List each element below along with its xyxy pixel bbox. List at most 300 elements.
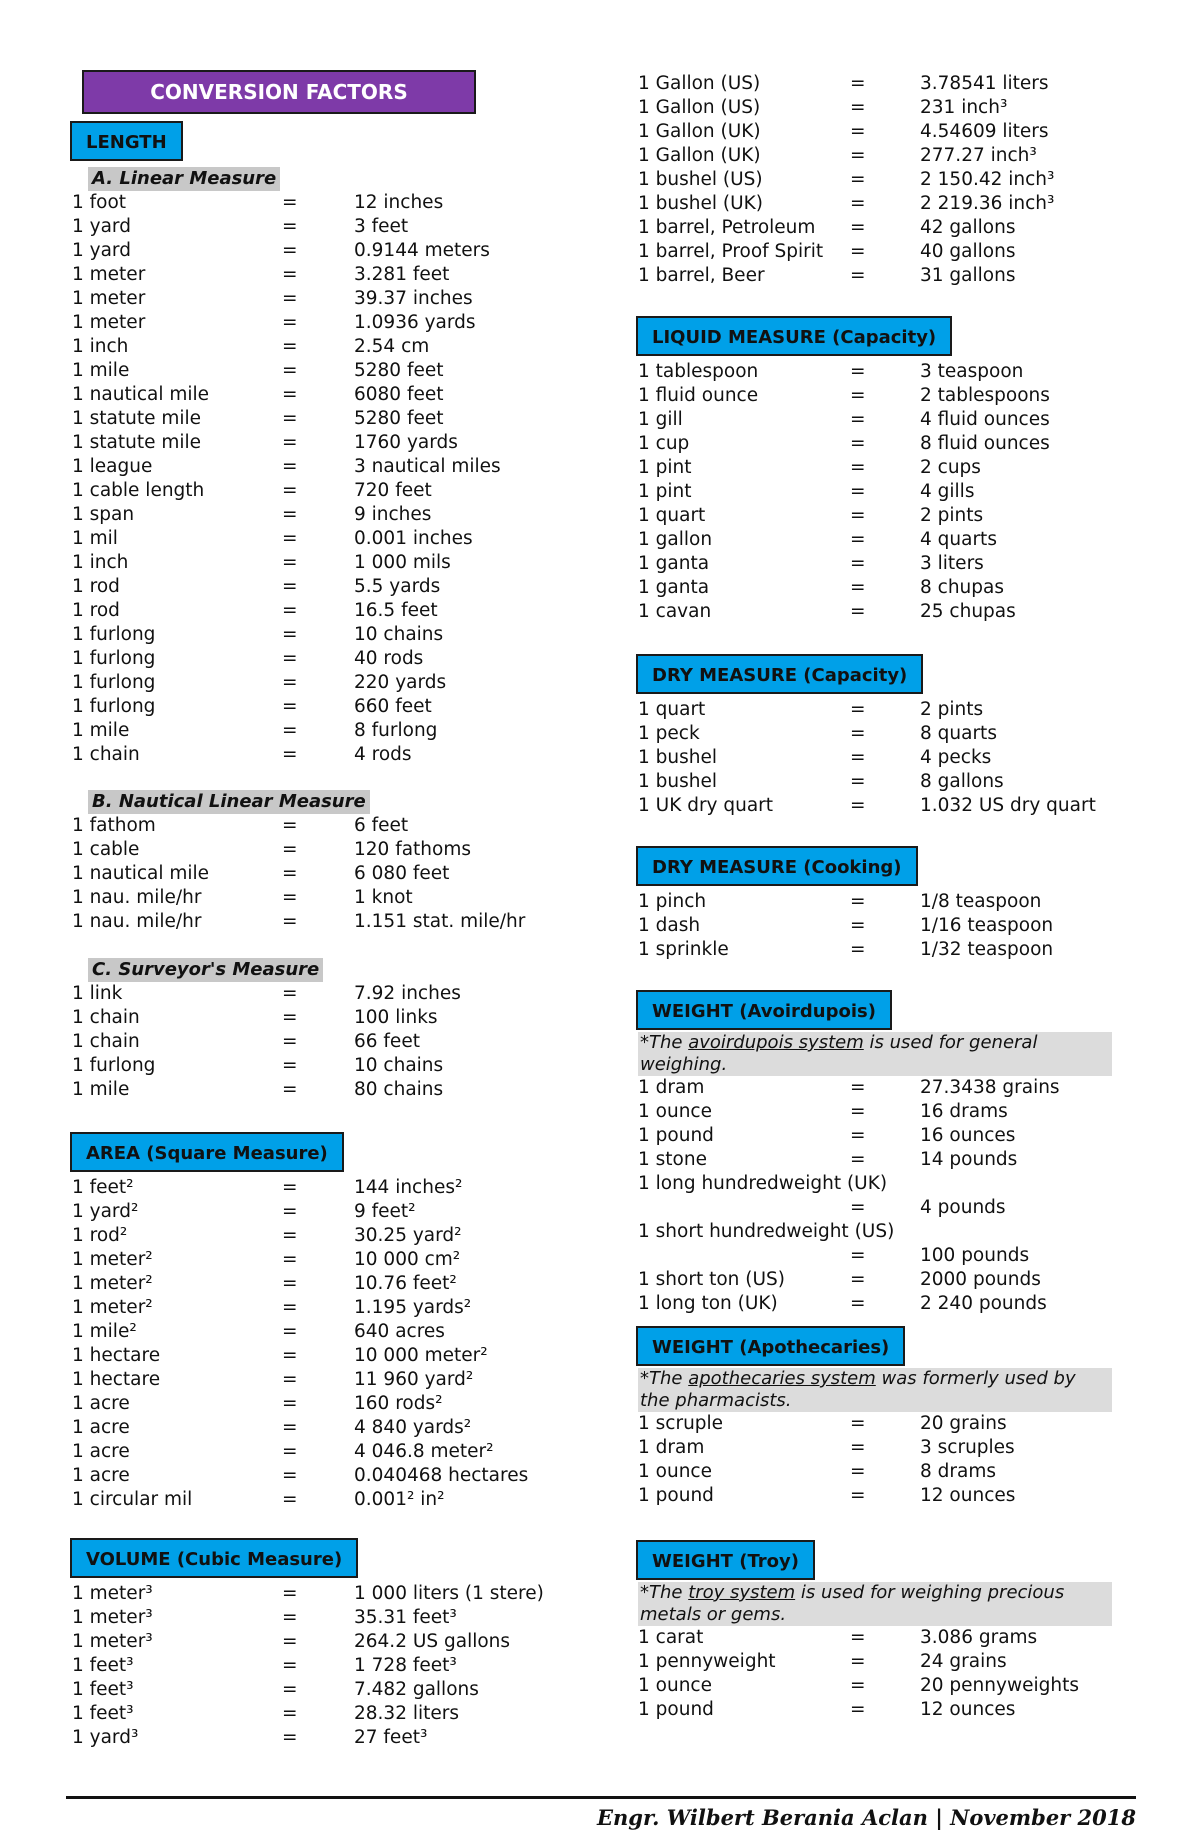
row-label: 1 span [72, 504, 135, 525]
row-equals: = [282, 648, 298, 669]
row-label: 1 acre [72, 1465, 130, 1486]
row-value: 25 chupas [920, 601, 1016, 622]
table-row [72, 910, 632, 934]
row-label: 1 UK dry quart [638, 795, 774, 816]
row-value: 16.5 feet [354, 600, 438, 621]
row-value: 0.001 inches [354, 528, 473, 549]
row-value: 100 links [354, 1007, 438, 1028]
row-value: 24 grains [920, 1651, 1007, 1672]
row-value: 4 gills [920, 481, 975, 502]
row-equals: = [282, 1703, 298, 1724]
table-row [72, 1054, 632, 1078]
row-label: 1 mile [72, 720, 130, 741]
row-label: 1 chain [72, 1031, 140, 1052]
row-equals: = [850, 1125, 866, 1146]
row-label: 1 meter³ [72, 1583, 153, 1604]
row-equals: = [850, 361, 866, 382]
row-label: 1 meter³ [72, 1607, 153, 1628]
row-equals: = [850, 433, 866, 454]
row-equals: = [282, 432, 298, 453]
row-equals: = [282, 1321, 298, 1342]
row-equals: = [282, 815, 298, 836]
row-value: 1/32 teaspoon [920, 939, 1054, 960]
row-equals: = [282, 1177, 298, 1198]
row-label: 1 cable [72, 839, 140, 860]
row-value: 4 fluid ounces [920, 409, 1050, 430]
table-row [72, 886, 632, 910]
row-label: 1 bushel [638, 747, 718, 768]
table-row [72, 1078, 632, 1102]
table-row [72, 1702, 632, 1726]
row-equals: = [850, 1077, 866, 1098]
row-value: 2 cups [920, 457, 981, 478]
row-equals: = [282, 1393, 298, 1414]
row-label: 1 feet³ [72, 1655, 134, 1676]
row-value: 2.54 cm [354, 336, 430, 357]
row-label: 1 meter² [72, 1297, 153, 1318]
row-value: 4 pounds [920, 1197, 1006, 1218]
row-value: 3.086 grams [920, 1627, 1038, 1648]
row-value: 160 rods² [354, 1393, 443, 1414]
table-row [72, 1176, 632, 1200]
row-equals: = [282, 1297, 298, 1318]
row-equals: = [282, 312, 298, 333]
row-value: 8 fluid ounces [920, 433, 1050, 454]
row-equals: = [282, 240, 298, 261]
row-value: 264.2 US gallons [354, 1631, 511, 1652]
row-value: 144 inches² [354, 1177, 463, 1198]
note-prefix: *The [640, 1368, 689, 1389]
row-label: 1 cavan [638, 601, 712, 622]
row-label: 1 fathom [72, 815, 156, 836]
row-equals: = [282, 552, 298, 573]
row-label: 1 pennyweight [638, 1651, 776, 1672]
row-value: 1.151 stat. mile/hr [354, 911, 526, 932]
table-row [72, 1006, 632, 1030]
row-label: 1 pinch [638, 891, 707, 912]
row-label: 1 gallon [638, 529, 713, 550]
row-value: 4 840 yards² [354, 1417, 472, 1438]
linear-measure-table [72, 191, 632, 767]
table-row [638, 1650, 1178, 1674]
row-label: 1 gill [638, 409, 683, 430]
row-label: 1 short ton (US) [638, 1269, 785, 1290]
row-equals: = [282, 264, 298, 285]
row-label: 1 acre [72, 1441, 130, 1462]
row-equals: = [850, 771, 866, 792]
dry-cooking-section [638, 846, 1178, 962]
row-equals: = [850, 169, 866, 190]
troy-table [638, 1626, 1178, 1722]
row-label: 1 dram [638, 1077, 705, 1098]
row-value: 39.37 inches [354, 288, 473, 309]
apothecaries-section [638, 1326, 1178, 1508]
avoirdupois-header: WEIGHT (Avoirdupois) [636, 990, 892, 1030]
row-equals: = [282, 216, 298, 237]
row-label: 1 furlong [72, 624, 156, 645]
row-value: 100 pounds [920, 1245, 1030, 1266]
table-row [638, 1698, 1178, 1722]
row-value: 3.281 feet [354, 264, 450, 285]
row-label: 1 quart [638, 505, 706, 526]
row-value: 6 feet [354, 815, 409, 836]
row-label: 1 pound [638, 1125, 714, 1146]
table-row [638, 72, 1178, 96]
table-row [638, 770, 1178, 794]
surveyor-measure-label: C. Surveyor's Measure [88, 958, 323, 982]
table-row [72, 455, 632, 479]
row-equals: = [282, 1225, 298, 1246]
row-value: 4 046.8 meter² [354, 1441, 494, 1462]
linear-measure-section [72, 167, 632, 767]
table-row [72, 647, 632, 671]
table-row [638, 1100, 1178, 1124]
row-label: 1 pint [638, 457, 692, 478]
row-label: 1 rod [72, 576, 120, 597]
row-label: 1 feet³ [72, 1703, 134, 1724]
row-equals: = [282, 1489, 298, 1510]
row-label: 1 short hundredweight (US) [638, 1221, 895, 1242]
row-value: 20 grains [920, 1413, 1007, 1434]
linear-measure-label: A. Linear Measure [88, 167, 280, 191]
row-label: 1 yard³ [72, 1727, 139, 1748]
row-equals: = [850, 699, 866, 720]
table-row [638, 1148, 1178, 1172]
table-row [72, 862, 632, 886]
row-label: 1 inch [72, 336, 129, 357]
length-section [72, 121, 632, 161]
row-equals: = [282, 839, 298, 860]
row-label: 1 acre [72, 1417, 130, 1438]
liquid-measure-section [638, 316, 1178, 624]
row-label: 1 meter [72, 264, 146, 285]
row-equals: = [282, 744, 298, 765]
row-equals: = [282, 624, 298, 645]
volume-table [72, 1582, 632, 1750]
row-label: 1 hectare [72, 1345, 161, 1366]
row-equals: = [282, 1631, 298, 1652]
row-equals: = [282, 456, 298, 477]
table-row [72, 1392, 632, 1416]
table-row [72, 1272, 632, 1296]
row-value: 10 chains [354, 1055, 444, 1076]
row-equals: = [850, 457, 866, 478]
row-label: 1 Gallon (US) [638, 73, 761, 94]
table-row [638, 794, 1178, 818]
row-equals: = [850, 193, 866, 214]
avoirdupois-ton-table [638, 1268, 1178, 1316]
row-equals: = [282, 1249, 298, 1270]
row-value: 10 000 cm² [354, 1249, 461, 1270]
row-label: 1 tablespoon [638, 361, 759, 382]
row-value: 1/8 teaspoon [920, 891, 1042, 912]
table-row [72, 1654, 632, 1678]
row-equals: = [282, 1679, 298, 1700]
row-value: 27.3438 grains [920, 1077, 1060, 1098]
row-label: 1 ganta [638, 553, 710, 574]
table-row [72, 671, 632, 695]
row-value: 7.92 inches [354, 983, 461, 1004]
row-value: 28.32 liters [354, 1703, 460, 1724]
row-equals: = [282, 911, 298, 932]
row-label: 1 mile [72, 1079, 130, 1100]
apothecaries-note [638, 1368, 1112, 1412]
table-row [638, 746, 1178, 770]
row-value: 7.482 gallons [354, 1679, 479, 1700]
row-label: 1 ounce [638, 1461, 712, 1482]
row-label: 1 nautical mile [72, 384, 210, 405]
row-label: 1 meter² [72, 1273, 153, 1294]
table-row [72, 1248, 632, 1272]
table-row [72, 575, 632, 599]
row-value: 0.9144 meters [354, 240, 490, 261]
volume-header: VOLUME (Cubic Measure) [70, 1538, 358, 1578]
row-label: 1 meter³ [72, 1631, 153, 1652]
row-equals: = [850, 409, 866, 430]
liquid-measure-header: LIQUID MEASURE (Capacity) [636, 316, 952, 356]
nautical-measure-section [72, 790, 632, 934]
table-row [72, 407, 632, 431]
table-row [72, 599, 632, 623]
table-row [72, 479, 632, 503]
row-equals: = [850, 601, 866, 622]
row-value: 277.27 inch³ [920, 145, 1037, 166]
note-prefix: *The [640, 1032, 689, 1053]
row-equals: = [282, 192, 298, 213]
row-value: 12 ounces [920, 1485, 1016, 1506]
row-equals: = [850, 1485, 866, 1506]
row-value: 120 fathoms [354, 839, 471, 860]
table-row [72, 1030, 632, 1054]
dry-cooking-table [638, 890, 1178, 962]
table-row [638, 96, 1178, 120]
table-row [72, 695, 632, 719]
row-value: 14 pounds [920, 1149, 1018, 1170]
table-row [72, 1582, 632, 1606]
row-equals: = [850, 723, 866, 744]
row-equals: = [850, 121, 866, 142]
row-equals: = [282, 1031, 298, 1052]
row-value: 6080 feet [354, 384, 444, 405]
table-row [72, 719, 632, 743]
row-equals: = [282, 1055, 298, 1076]
row-equals: = [282, 1369, 298, 1390]
table-row [638, 408, 1178, 432]
row-value: 1 000 liters (1 stere) [354, 1583, 544, 1604]
row-value: 2 tablespoons [920, 385, 1050, 406]
row-label: 1 cable length [72, 480, 205, 501]
length-header: LENGTH [70, 121, 183, 161]
row-value: 3 scruples [920, 1437, 1015, 1458]
row-label: 1 dash [638, 915, 701, 936]
row-equals: = [282, 576, 298, 597]
row-label: 1 feet³ [72, 1679, 134, 1700]
row-label: 1 statute mile [72, 432, 202, 453]
table-row [72, 1440, 632, 1464]
row-label: 1 inch [72, 552, 129, 573]
row-value: 4 pecks [920, 747, 992, 768]
row-equals: = [282, 504, 298, 525]
table-row [638, 914, 1178, 938]
note-suffix: was formerly used by the pharmacists. [640, 1368, 1076, 1411]
table-row [72, 838, 632, 862]
row-label: 1 cup [638, 433, 690, 454]
row-label: 1 furlong [72, 648, 156, 669]
row-value: 3 liters [920, 553, 984, 574]
row-value: 35.31 feet³ [354, 1607, 457, 1628]
row-label: 1 hectare [72, 1369, 161, 1390]
row-value: 20 pennyweights [920, 1675, 1079, 1696]
row-value: 1760 yards [354, 432, 458, 453]
row-value: 31 gallons [920, 265, 1016, 286]
row-label: 1 Gallon (UK) [638, 145, 761, 166]
table-row [638, 1292, 1178, 1316]
table-row [72, 1320, 632, 1344]
row-value: 10.76 feet² [354, 1273, 457, 1294]
avoirdupois-section [638, 990, 1178, 1316]
row-equals: = [282, 1079, 298, 1100]
table-row [638, 480, 1178, 504]
row-label: 1 furlong [72, 696, 156, 717]
gallons-section [638, 72, 1178, 288]
row-label: 1 meter² [72, 1249, 153, 1270]
table-row [72, 1464, 632, 1488]
row-equals: = [850, 795, 866, 816]
row-label: 1 foot [72, 192, 127, 213]
table-row [72, 359, 632, 383]
row-value: 220 yards [354, 672, 447, 693]
row-label: 1 ounce [638, 1101, 712, 1122]
row-value: 1 728 feet³ [354, 1655, 457, 1676]
row-equals: = [850, 217, 866, 238]
row-label: 1 bushel [638, 771, 718, 792]
table-row [638, 168, 1178, 192]
row-value: 27 feet³ [354, 1727, 428, 1748]
row-equals: = [850, 1461, 866, 1482]
row-value: 4.54609 liters [920, 121, 1049, 142]
row-equals: = [850, 747, 866, 768]
row-label: 1 barrel, Beer [638, 265, 765, 286]
row-label: 1 carat [638, 1627, 704, 1648]
row-equals: = [282, 720, 298, 741]
table-row [638, 722, 1178, 746]
row-equals: = [850, 1101, 866, 1122]
row-value: 30.25 yard² [354, 1225, 462, 1246]
row-label: 1 chain [72, 744, 140, 765]
row-equals: = [282, 1345, 298, 1366]
row-value: 1.0936 yards [354, 312, 476, 333]
nautical-measure-table [72, 814, 632, 934]
row-value: 1 000 mils [354, 552, 451, 573]
row-equals: = [282, 887, 298, 908]
table-row [72, 215, 632, 239]
troy-note [638, 1582, 1112, 1626]
row-equals: = [850, 939, 866, 960]
table-row [72, 1224, 632, 1248]
note-suffix: is used for weighing precious metals or gems. [640, 1582, 1065, 1625]
row-value: 4 quarts [920, 529, 997, 550]
row-equals: = [282, 863, 298, 884]
row-label: 1 feet² [72, 1177, 134, 1198]
row-value: 3 nautical miles [354, 456, 501, 477]
troy-section [638, 1540, 1178, 1722]
row-value: 8 gallons [920, 771, 1004, 792]
row-value: 1.195 yards² [354, 1297, 472, 1318]
row-equals: = [850, 1245, 866, 1266]
note-term: avoirdupois system [688, 1032, 864, 1053]
row-label: 1 fluid ounce [638, 385, 759, 406]
avoirdupois-note [638, 1032, 1112, 1076]
gallons-table [638, 72, 1178, 288]
table-row [72, 1200, 632, 1224]
row-value: 3.78541 liters [920, 73, 1049, 94]
row-value: 231 inch³ [920, 97, 1008, 118]
row-value: 5280 feet [354, 408, 444, 429]
long-hundredweight-label-row [638, 1172, 1178, 1196]
table-row [638, 938, 1178, 962]
dry-capacity-section [638, 654, 1178, 818]
row-value: 40 rods [354, 648, 424, 669]
table-row [72, 527, 632, 551]
table-row [72, 1344, 632, 1368]
row-equals: = [850, 553, 866, 574]
table-row [638, 432, 1178, 456]
table-row [638, 1076, 1178, 1100]
row-equals: = [850, 1627, 866, 1648]
row-value: 720 feet [354, 480, 432, 501]
page-title: CONVERSION FACTORS [82, 70, 476, 114]
row-label: 1 rod² [72, 1225, 128, 1246]
row-label: 1 dram [638, 1437, 705, 1458]
row-label: 1 meter [72, 288, 146, 309]
row-label: 1 stone [638, 1149, 707, 1170]
row-equals: = [850, 145, 866, 166]
row-value: 8 chupas [920, 577, 1004, 598]
apothecaries-table [638, 1412, 1178, 1508]
area-section [72, 1132, 632, 1512]
row-equals: = [850, 1293, 866, 1314]
row-equals: = [850, 1651, 866, 1672]
table-row [638, 192, 1178, 216]
row-value: 12 ounces [920, 1699, 1016, 1720]
row-equals: = [282, 360, 298, 381]
table-row [638, 360, 1178, 384]
row-label: 1 yard² [72, 1201, 139, 1222]
table-row [72, 1488, 632, 1512]
row-value: 0.001² in² [354, 1489, 445, 1510]
row-label: 1 yard [72, 240, 131, 261]
volume-section [72, 1538, 632, 1750]
dry-capacity-header: DRY MEASURE (Capacity) [636, 654, 923, 694]
row-value: 3 teaspoon [920, 361, 1024, 382]
row-label: 1 long hundredweight (UK) [638, 1173, 888, 1194]
row-value: 80 chains [354, 1079, 444, 1100]
table-row [72, 431, 632, 455]
row-label: 1 link [72, 983, 123, 1004]
long-hundredweight-value-row [638, 1196, 1178, 1220]
area-table [72, 1176, 632, 1512]
row-equals: = [282, 1273, 298, 1294]
table-row [72, 263, 632, 287]
surveyor-measure-table [72, 982, 632, 1102]
row-label: 1 chain [72, 1007, 140, 1028]
dry-cooking-header: DRY MEASURE (Cooking) [636, 846, 918, 886]
table-row [72, 503, 632, 527]
row-value: 8 furlong [354, 720, 438, 741]
table-row [638, 1412, 1178, 1436]
row-equals: = [850, 505, 866, 526]
row-value: 1.032 US dry quart [920, 795, 1096, 816]
